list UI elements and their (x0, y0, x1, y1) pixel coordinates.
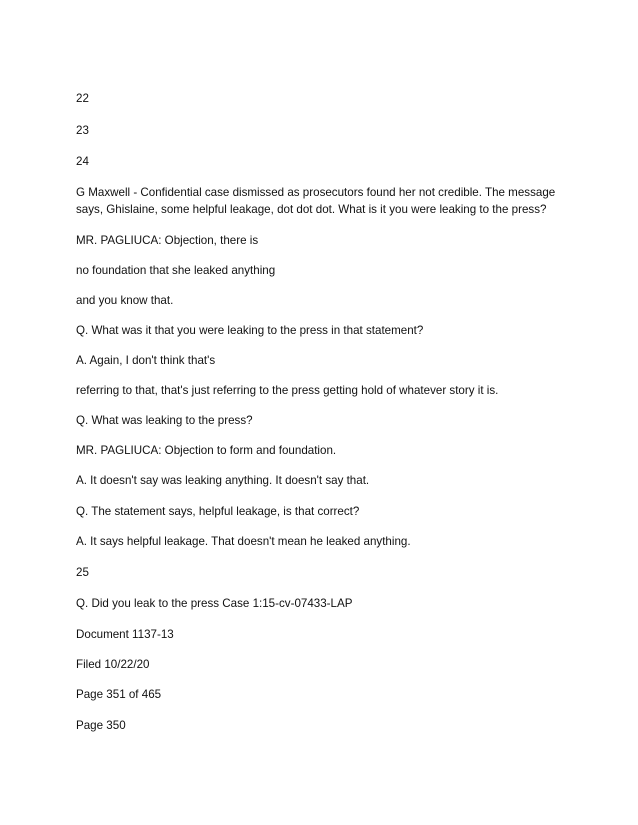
transcript-question-4: Q. Did you leak to the press Case 1:15-cv-07433-LAP (76, 597, 353, 610)
transcript-answer-3: A. It says helpful leakage. That doesn't mean he leaked anything. (76, 535, 411, 548)
line-number-24: 24 (76, 155, 89, 168)
filed-date: Filed 10/22/20 (76, 658, 150, 671)
transcript-question-1: Q. What was it that you were leaking to the press in that statement? (76, 324, 424, 337)
line-number-22: 22 (76, 92, 89, 105)
page-number: Page 350 (76, 719, 126, 732)
line-number-25: 25 (76, 566, 89, 579)
transcript-question-2: Q. What was leaking to the press? (76, 414, 253, 427)
line-number-23: 23 (76, 124, 89, 137)
page-of-total: Page 351 of 465 (76, 688, 162, 701)
transcript-objection-line-2: no foundation that she leaked anything (76, 264, 276, 277)
transcript-objection-2: MR. PAGLIUCA: Objection to form and foundation. (76, 444, 337, 457)
transcript-answer-1-line-1: A. Again, I don't think that's (76, 354, 216, 367)
transcript-paragraph-message: G Maxwell - Confidential case dismissed as prosecutors found her not credible. The message says, Ghislaine, some helpful leakage, dot dot dot. What is it you were leaking to the press? (76, 186, 556, 216)
document-number: Document 1137-13 (76, 628, 174, 641)
transcript-answer-2: A. It doesn't say was leaking anything. It doesn't say that. (76, 474, 370, 487)
transcript-objection-line-1: MR. PAGLIUCA: Objection, there is (76, 234, 259, 247)
transcript-question-3: Q. The statement says, helpful leakage, is that correct? (76, 505, 360, 518)
transcript-objection-line-3: and you know that. (76, 294, 174, 307)
transcript-answer-1-line-2: referring to that, that's just referring to the press getting hold of whatever story it is. (76, 384, 499, 397)
